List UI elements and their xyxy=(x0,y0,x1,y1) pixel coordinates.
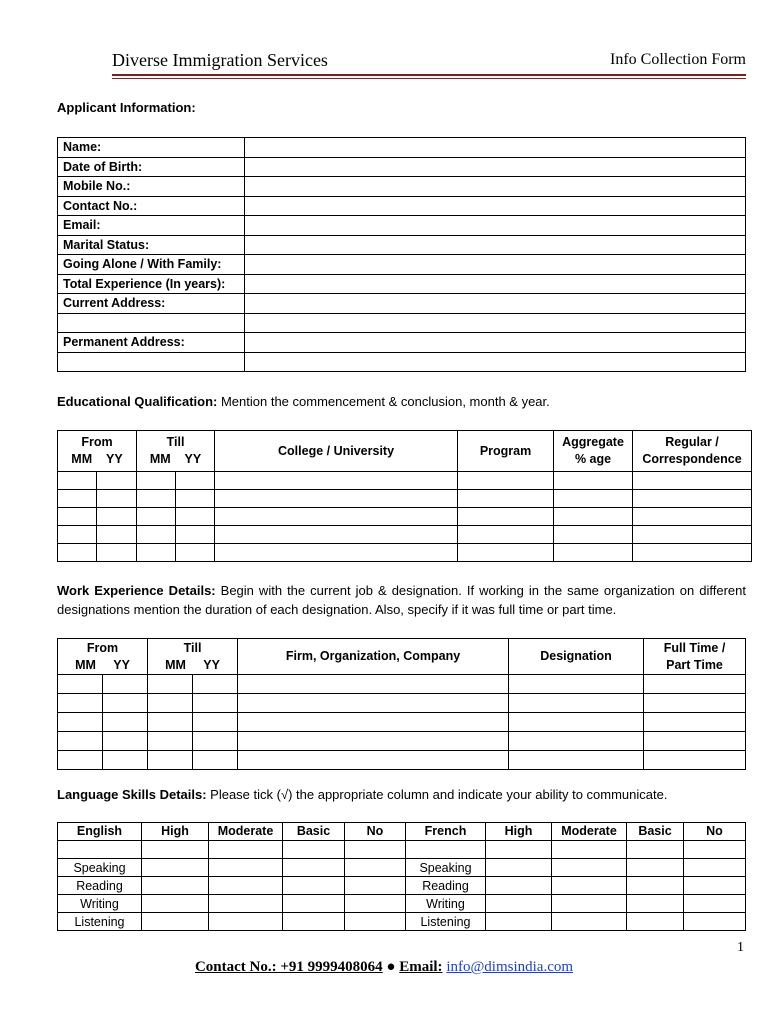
work-cell[interactable] xyxy=(509,713,644,732)
education-cell[interactable] xyxy=(137,544,176,562)
language-skill-label: Speaking xyxy=(58,859,142,877)
applicant-field-label xyxy=(58,313,245,333)
work-cell[interactable] xyxy=(103,694,148,713)
work-cell[interactable] xyxy=(238,732,509,751)
applicant-field-label: Email: xyxy=(58,216,245,236)
education-cell[interactable] xyxy=(58,526,97,544)
work-cell[interactable] xyxy=(193,732,238,751)
work-from-header: From MM YY xyxy=(58,639,148,675)
language-tick-cell[interactable] xyxy=(627,913,684,931)
work-cell[interactable] xyxy=(644,694,746,713)
language-tick-cell[interactable] xyxy=(684,841,746,859)
lang-english-header: English xyxy=(58,823,142,841)
education-note: Mention the commencement & conclusion, month & year. xyxy=(217,394,550,409)
education-cell[interactable] xyxy=(554,472,633,490)
work-cell[interactable] xyxy=(148,713,193,732)
work-cell[interactable] xyxy=(58,751,103,770)
language-table xyxy=(57,822,746,931)
applicant-field-input[interactable] xyxy=(245,138,746,158)
language-tick-cell[interactable] xyxy=(486,841,552,859)
education-row xyxy=(58,508,752,526)
work-cell[interactable] xyxy=(238,694,509,713)
education-cell[interactable] xyxy=(176,544,215,562)
lang-basic-header: Basic xyxy=(627,823,684,841)
applicant-row xyxy=(58,216,746,236)
education-cell[interactable] xyxy=(458,526,554,544)
language-tick-cell[interactable] xyxy=(209,895,283,913)
education-cell[interactable] xyxy=(215,544,458,562)
applicant-field-input[interactable] xyxy=(245,333,746,353)
work-row xyxy=(58,732,746,751)
lang-moderate-header: Moderate xyxy=(209,823,283,841)
language-tick-cell[interactable] xyxy=(345,859,406,877)
organization-name: Diverse Immigration Services xyxy=(112,50,328,70)
applicant-field-label: Mobile No.: xyxy=(58,177,245,197)
applicant-row xyxy=(58,274,746,294)
education-cell[interactable] xyxy=(554,508,633,526)
education-cell[interactable] xyxy=(176,490,215,508)
work-designation-header: Designation xyxy=(509,639,644,675)
work-cell[interactable] xyxy=(148,675,193,694)
education-cell[interactable] xyxy=(633,526,752,544)
work-cell[interactable] xyxy=(58,732,103,751)
education-row xyxy=(58,526,752,544)
language-tick-cell[interactable] xyxy=(627,895,684,913)
education-cell[interactable] xyxy=(97,544,137,562)
applicant-field-label: Total Experience (In years): xyxy=(58,274,245,294)
lang-no-header: No xyxy=(345,823,406,841)
language-row xyxy=(58,913,746,931)
work-cell[interactable] xyxy=(509,675,644,694)
work-till-header: Till MM YY xyxy=(148,639,238,675)
lang-french-header: French xyxy=(406,823,486,841)
language-tick-cell[interactable] xyxy=(486,877,552,895)
work-row xyxy=(58,694,746,713)
work-cell[interactable] xyxy=(148,732,193,751)
education-cell[interactable] xyxy=(176,508,215,526)
language-tick-cell[interactable] xyxy=(552,877,627,895)
education-cell[interactable] xyxy=(176,526,215,544)
language-tick-cell[interactable] xyxy=(552,895,627,913)
edu-till-header: Till MM YY xyxy=(137,431,215,472)
applicant-row xyxy=(58,333,746,353)
language-skill-label: Listening xyxy=(58,913,142,931)
language-row xyxy=(58,895,746,913)
education-cell[interactable] xyxy=(137,508,176,526)
applicant-field-label xyxy=(58,352,245,372)
page-number: 1 xyxy=(737,940,744,955)
work-note: Begin with the current job & designation. If working in the same organization on different designations mention the duration of each designation. Also, specify if it was full time or part time. xyxy=(57,583,746,617)
education-cell[interactable] xyxy=(458,490,554,508)
education-cell[interactable] xyxy=(215,490,458,508)
language-tick-cell[interactable] xyxy=(345,841,406,859)
work-cell[interactable] xyxy=(193,675,238,694)
work-cell[interactable] xyxy=(193,694,238,713)
work-cell[interactable] xyxy=(103,713,148,732)
language-skill-label: Writing xyxy=(58,895,142,913)
work-cell[interactable] xyxy=(644,713,746,732)
work-cell[interactable] xyxy=(58,713,103,732)
work-firm-header: Firm, Organization, Company xyxy=(238,639,509,675)
language-tick-cell[interactable] xyxy=(142,859,209,877)
footer-bullet: ● xyxy=(382,959,400,975)
language-skill-label: Writing xyxy=(406,895,486,913)
work-cell[interactable] xyxy=(148,694,193,713)
form-title: Info Collection Form xyxy=(610,51,746,68)
applicant-field-label: Marital Status: xyxy=(58,235,245,255)
applicant-row xyxy=(58,235,746,255)
edu-aggregate-header: Aggregate % age xyxy=(554,431,633,472)
applicant-row xyxy=(58,255,746,275)
work-cell[interactable] xyxy=(644,751,746,770)
education-cell[interactable] xyxy=(137,526,176,544)
education-cell[interactable] xyxy=(633,490,752,508)
edu-program-header: Program xyxy=(458,431,554,472)
language-section-title: Language Skills Details: Please tick (√) the appropriate column and indicate your ability to communicate. xyxy=(57,787,668,802)
footer-email-link[interactable]: info@dimsindia.com xyxy=(446,959,574,975)
page-header xyxy=(112,48,746,72)
education-cell[interactable] xyxy=(58,508,97,526)
education-cell[interactable] xyxy=(176,472,215,490)
applicant-field-input[interactable] xyxy=(245,255,746,275)
work-cell[interactable] xyxy=(644,732,746,751)
applicant-field-label: Permanent Address: xyxy=(58,333,245,353)
work-cell[interactable] xyxy=(148,751,193,770)
education-cell[interactable] xyxy=(633,544,752,562)
applicant-row xyxy=(58,157,746,177)
lang-no-header: No xyxy=(684,823,746,841)
header-rule-thin xyxy=(112,78,746,79)
language-tick-cell[interactable] xyxy=(345,895,406,913)
language-tick-cell[interactable] xyxy=(142,895,209,913)
applicant-row xyxy=(58,294,746,314)
work-cell[interactable] xyxy=(238,751,509,770)
applicant-field-label: Contact No.: xyxy=(58,196,245,216)
applicant-field-input[interactable] xyxy=(245,352,746,372)
language-row xyxy=(58,877,746,895)
language-tick-cell[interactable] xyxy=(406,841,486,859)
applicant-field-input[interactable] xyxy=(245,235,746,255)
applicant-field-input[interactable] xyxy=(245,196,746,216)
education-cell[interactable] xyxy=(97,508,137,526)
work-table xyxy=(57,638,746,770)
applicant-table xyxy=(57,137,746,372)
work-row xyxy=(58,751,746,770)
work-cell[interactable] xyxy=(509,732,644,751)
language-tick-cell[interactable] xyxy=(209,913,283,931)
footer-email-label: Email: xyxy=(399,959,443,975)
applicant-row xyxy=(58,196,746,216)
language-tick-cell[interactable] xyxy=(552,859,627,877)
education-row xyxy=(58,490,752,508)
language-skill-label: Speaking xyxy=(406,859,486,877)
language-tick-cell[interactable] xyxy=(345,913,406,931)
language-tick-cell[interactable] xyxy=(552,913,627,931)
language-tick-cell[interactable] xyxy=(345,877,406,895)
language-tick-cell[interactable] xyxy=(283,859,345,877)
education-cell[interactable] xyxy=(137,472,176,490)
education-cell[interactable] xyxy=(458,544,554,562)
footer-contact: Contact No.: +91 9999408064 xyxy=(194,959,383,975)
work-cell[interactable] xyxy=(103,751,148,770)
education-cell[interactable] xyxy=(458,472,554,490)
applicant-field-label: Name: xyxy=(58,138,245,158)
applicant-row xyxy=(58,177,746,197)
education-cell[interactable] xyxy=(554,544,633,562)
applicant-field-input[interactable] xyxy=(245,177,746,197)
language-row xyxy=(58,841,746,859)
education-cell[interactable] xyxy=(137,490,176,508)
education-cell[interactable] xyxy=(58,544,97,562)
edu-from-header: From MM YY xyxy=(58,431,137,472)
language-tick-cell[interactable] xyxy=(684,895,746,913)
education-cell[interactable] xyxy=(215,472,458,490)
work-row xyxy=(58,675,746,694)
education-cell[interactable] xyxy=(58,490,97,508)
language-skill-label: Reading xyxy=(58,877,142,895)
education-cell[interactable] xyxy=(554,490,633,508)
language-row xyxy=(58,859,746,877)
education-cell[interactable] xyxy=(58,472,97,490)
work-cell[interactable] xyxy=(103,675,148,694)
education-cell[interactable] xyxy=(97,526,137,544)
applicant-section-title: Applicant Information: xyxy=(57,100,196,115)
language-skill-label: Reading xyxy=(406,877,486,895)
language-tick-cell[interactable] xyxy=(283,913,345,931)
lang-basic-header: Basic xyxy=(283,823,345,841)
edu-regular-header: Regular / Correspondence xyxy=(633,431,752,472)
education-row xyxy=(58,544,752,562)
language-tick-cell[interactable] xyxy=(627,859,684,877)
work-cell[interactable] xyxy=(103,732,148,751)
language-note: Please tick (√) the appropriate column and indicate your ability to communicate. xyxy=(206,787,668,802)
page-footer xyxy=(0,959,768,976)
work-cell[interactable] xyxy=(238,713,509,732)
language-tick-cell[interactable] xyxy=(58,841,142,859)
applicant-field-label: Going Alone / With Family: xyxy=(58,255,245,275)
work-cell[interactable] xyxy=(193,751,238,770)
work-cell[interactable] xyxy=(193,713,238,732)
language-tick-cell[interactable] xyxy=(486,859,552,877)
education-cell[interactable] xyxy=(633,472,752,490)
language-tick-cell[interactable] xyxy=(142,841,209,859)
applicant-field-input[interactable] xyxy=(245,157,746,177)
applicant-field-input[interactable] xyxy=(245,313,746,333)
applicant-field-input[interactable] xyxy=(245,274,746,294)
education-cell[interactable] xyxy=(458,508,554,526)
education-cell[interactable] xyxy=(97,472,137,490)
language-skill-label: Listening xyxy=(406,913,486,931)
language-tick-cell[interactable] xyxy=(684,859,746,877)
language-tick-cell[interactable] xyxy=(552,841,627,859)
edu-college-header: College / University xyxy=(215,431,458,472)
language-tick-cell[interactable] xyxy=(486,913,552,931)
language-tick-cell[interactable] xyxy=(627,841,684,859)
language-tick-cell[interactable] xyxy=(283,895,345,913)
education-row xyxy=(58,472,752,490)
work-cell[interactable] xyxy=(58,694,103,713)
education-cell[interactable] xyxy=(554,526,633,544)
applicant-field-input[interactable] xyxy=(245,216,746,236)
education-cell[interactable] xyxy=(215,508,458,526)
lang-moderate-header: Moderate xyxy=(552,823,627,841)
work-cell[interactable] xyxy=(644,675,746,694)
language-tick-cell[interactable] xyxy=(209,841,283,859)
applicant-row xyxy=(58,138,746,158)
language-tick-cell[interactable] xyxy=(486,895,552,913)
applicant-field-label: Date of Birth: xyxy=(58,157,245,177)
applicant-row xyxy=(58,352,746,372)
education-cell[interactable] xyxy=(633,508,752,526)
work-cell[interactable] xyxy=(509,694,644,713)
language-tick-cell[interactable] xyxy=(283,841,345,859)
lang-high-header: High xyxy=(142,823,209,841)
applicant-row xyxy=(58,313,746,333)
work-section-title: Work Experience Details: Begin with the current job & designation. If working in the same organization on different designations mention the duration of each designation. Also, specify if it was full time or part time. xyxy=(57,583,746,617)
work-fulltime-header: Full Time / Part Time xyxy=(644,639,746,675)
education-cell[interactable] xyxy=(97,490,137,508)
language-tick-cell[interactable] xyxy=(627,877,684,895)
language-tick-cell[interactable] xyxy=(142,913,209,931)
work-cell[interactable] xyxy=(58,675,103,694)
education-section-title: Educational Qualification: Mention the commencement & conclusion, month & year. xyxy=(57,394,550,409)
language-tick-cell[interactable] xyxy=(684,877,746,895)
header-rule xyxy=(112,74,746,76)
language-tick-cell[interactable] xyxy=(684,913,746,931)
work-cell[interactable] xyxy=(238,675,509,694)
language-tick-cell[interactable] xyxy=(283,877,345,895)
work-row xyxy=(58,713,746,732)
language-tick-cell[interactable] xyxy=(142,877,209,895)
applicant-field-label: Current Address: xyxy=(58,294,245,314)
language-tick-cell[interactable] xyxy=(209,877,283,895)
work-cell[interactable] xyxy=(509,751,644,770)
education-cell[interactable] xyxy=(215,526,458,544)
lang-high-header: High xyxy=(486,823,552,841)
education-table xyxy=(57,430,752,562)
language-tick-cell[interactable] xyxy=(209,859,283,877)
applicant-field-input[interactable] xyxy=(245,294,746,314)
